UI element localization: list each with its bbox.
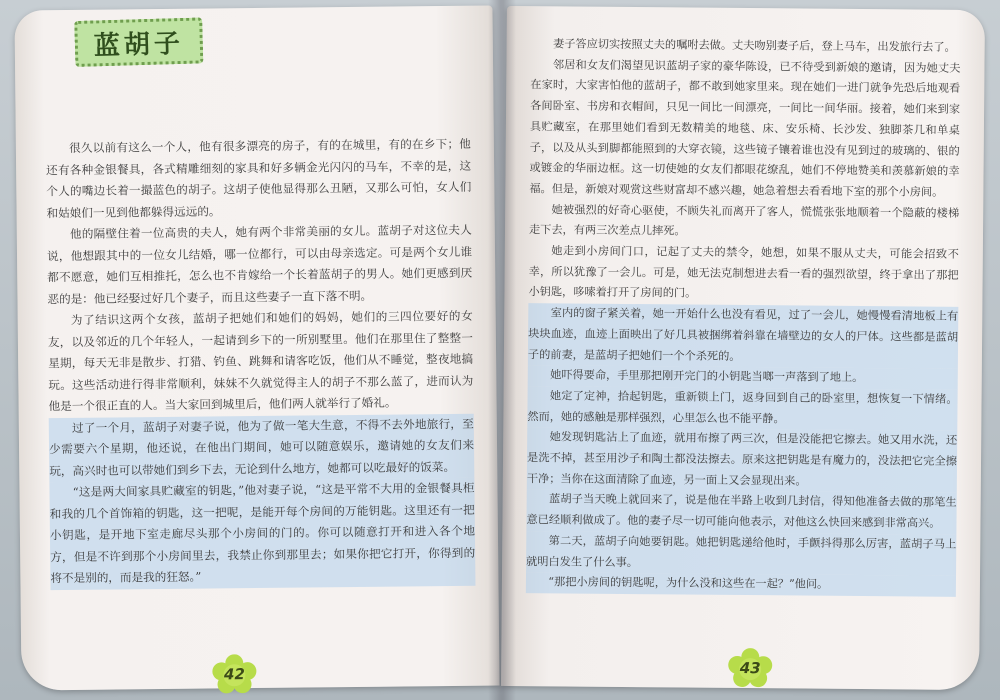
story-paragraph: 邻居和女友们渴望见识蓝胡子家的豪华陈设，已不待受到新娘的邀请，因为她丈夫在家时，大家害怕他的蓝胡子，都不敢到她家里来。现在她们一进门就争先恐后地观看各间卧室、书房和衣帽间，只见一间比一间漂亮，一间比一间华丽。接着，她们来到家具贮藏室，在那里她们看到无数精美的地毯、床、安乐椅、长沙发、独脚茶几和单桌子，以及从头到脚都能照到的大穿衣镜，这些镜子镶着谁也没有见到过的玻璃的、银的或镀金的华丽边框。这一切使她的女友们都眼花缭乱，她们不停地赞美和羡慕新娘的幸福。但是，新娘对观赏这些财富却不感兴趣，她急着想去看看地下室的那个小房间。	[529, 58, 961, 199]
story-title: 蓝胡子	[93, 28, 185, 61]
left-page	[14, 6, 499, 691]
story-paragraph: 第二天，蓝胡子向她要钥匙。她把钥匙递给他时，手颤抖得那么厉害，蓝胡子马上就明白发生了什么事。	[526, 531, 956, 576]
story-paragraph: 为了结识这两个女孩，蓝胡子把她们和她们的妈妈，她们的三四位要好的女友，以及邻近的几个年轻人，一起请到乡下的一所别墅里。他们在那里住了整整一星期，每天无非是散步、打猎、钓鱼、跳舞和请客吃饭，他们从不睡觉，整夜地搞玩。这些活动进行得非常顺利，妹妹不久就觉得主人的胡子不那么蓝了，进而认为他是一个很正直的人。当大家回到城里后，他们两人就举行了婚礼。	[47, 308, 474, 414]
book-gutter-shadow	[488, 0, 516, 700]
story-paragraph: 她发现钥匙沾上了血迹，就用布擦了两三次，但是没能把它擦去。她又用水洗，还是洗不掉，甚至用沙子和陶土都没法擦去。原来这把钥匙是有魔力的，没法把它完全擦干净；当你在这面清除了血迹，另一面上又会显现出来。	[527, 427, 958, 493]
story-paragraph: 她定了定神，拾起钥匙，重新锁上门，返身回到自己的卧室里，想恢复一下情绪。然而，她的感触是那样强烈，心里怎么也不能平静。	[527, 386, 957, 431]
left-page-text	[46, 134, 476, 590]
story-paragraph: 他的隔壁住着一位高贵的夫人，她有两个非常美丽的女儿。蓝胡子对这位夫人说，他想跟其中的一位女儿结婚，哪一位都行，可以由母亲选定。可是两个女儿谁都不愿意，她们互相推托，怎么也不肯嫁给一个长着蓝胡子的男人。她们更感到厌恶的是：他已经娶过好几个妻子，而且这些妻子一直下落不明。	[46, 222, 473, 306]
story-paragraph: 她吓得要命，手里那把刚开完门的小钥匙当啷一声落到了地上。	[528, 365, 958, 389]
story-paragraph: 她走到小房间门口，记起了丈夫的禁令，她想，如果不服从丈夫，可能会招致不幸，所以犹豫了一会儿。可是，她无法克制想进去看一看的强烈欲望，终于拿出了那把小钥匙，哆嗦着打开了房间的门。	[528, 244, 959, 301]
right-page-text	[526, 34, 961, 597]
story-paragraph: 蓝胡子当天晚上就回来了，说是他在半路上收到几封信，得知他准备去做的那笔生意已经顺利做成了。他的妻子尽一切可能向他表示，对他这么快回来感到非常高兴。	[526, 490, 956, 535]
story-paragraph: 过了一个月，蓝胡子对妻子说，他为了做一笔大生意，不得不去外地旅行，至少需要六个星期，他还说，在他出门期间，她可以随意娱乐，邀请她的女友们来玩，高兴时也可以带她们到乡下去，无论到什么地方，她都可以吃最好的饭菜。	[49, 413, 475, 482]
story-paragraph: “那把小房间的钥匙呢，为什么没和这些在一起？”他问。	[526, 572, 956, 596]
story-paragraph: 她被强烈的好奇心驱使，不顾失礼而离开了客人，慌慌张张地顺着一个隐蔽的楼梯走下去，有两三次差点儿摔死。	[528, 202, 960, 238]
left-page-number: 42	[223, 665, 245, 684]
story-paragraph: 很久以前有这么一个人，他有很多漂亮的房子，有的在城里，有的在乡下；他还有各种金银餐具，各式精雕细刻的家具和好多辆金光闪闪的马车，不幸的是，这个人的嘴边长着一撮蓝色的胡子。这胡子使他显得那么丑陋，又那么可怕，女人们和姑娘们一见到他都躲得远远的。	[46, 136, 472, 220]
story-paragraph: “这是两大间家具贮藏室的钥匙，”他对妻子说，“这是平常不大用的金银餐具柜和我的几个首饰箱的钥匙，这一把呢，是能开每个房间的万能钥匙。这里还有一把小钥匙，是开地下室走廊尽头那个小房间的门的。你可以随意打开和进入各个地方，但是不许到那个小房间里去，我禁止你到那里去；如果你把它打开，你得到的将不是别的，而是我的狂怒。”	[49, 478, 475, 590]
right-page-number-badge	[727, 648, 773, 688]
story-paragraph: 室内的窗子紧关着，她一开始什么也没有看见，过了一会儿，她慢慢看清地板上有块块血迹，血迹上面映出了好几具被捆绑着斜靠在墙壁边的女人的尸体。这些都是蓝胡子的前妻，是蓝胡子把她们一个个杀死的。	[528, 303, 959, 369]
story-paragraph: 妻子答应切实按照丈夫的嘱咐去做。丈夫吻别妻子后，登上马车，出发旅行去了。	[552, 37, 956, 54]
right-page	[501, 6, 985, 690]
left-page-number-badge	[211, 654, 257, 694]
story-title-tag	[74, 17, 203, 67]
right-page-number: 43	[739, 658, 761, 678]
